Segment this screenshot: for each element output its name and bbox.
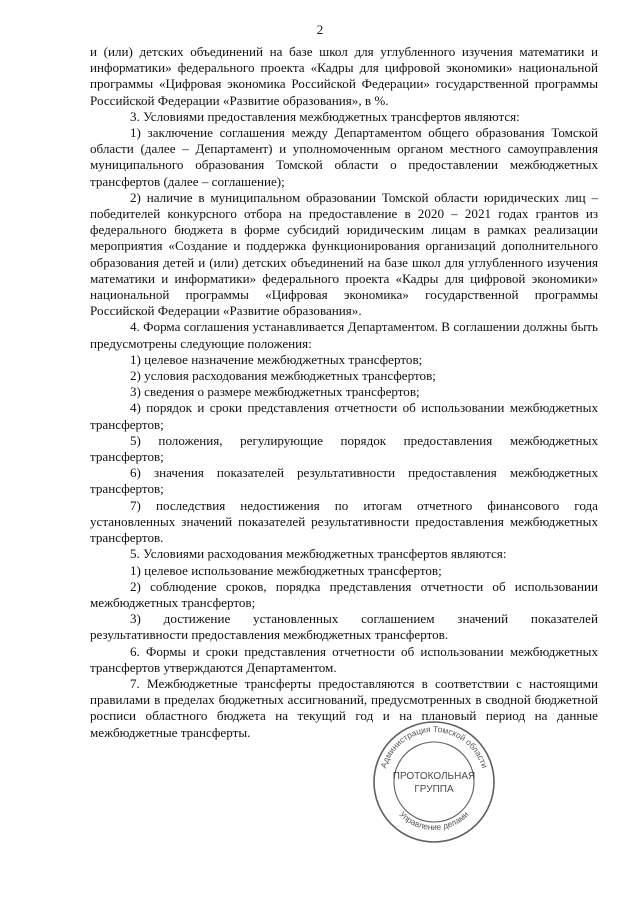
protocol-stamp: [370, 718, 498, 846]
paragraph-item-5-3: 3) достижение установленных соглашением значений показателей результативности предоставления межбюджетных трансфертов.: [90, 611, 598, 643]
paragraph-item-5-2: 2) соблюдение сроков, порядка представления отчетности об использовании межбюджетных трансфертов;: [90, 578, 598, 610]
paragraph-item-6: 6. Формы и сроки представления отчетности об использовании межбюджетных трансфертов утверждаются Департаментом.: [90, 643, 598, 675]
paragraph-item-4-6: 6) значения показателей результативности предоставления межбюджетных трансфертов;: [90, 465, 598, 497]
paragraph-item-5: 5. Условиями расходования межбюджетных трансфертов являются:: [130, 546, 507, 562]
stamp-inner-ring: [394, 742, 474, 822]
paragraph-item-4-5: 5) положения, регулирующие порядок предоставления межбюджетных трансфертов;: [90, 432, 598, 465]
paragraph-item-5-1: 1) целевое использование межбюджетных трансфертов;: [130, 562, 442, 578]
paragraph-continuation: и (или) детских объединений на базе школ для углубленного изучения математики и информатики» федерального проекта «Кадры для цифровой экономики» национальной программы «Цифровая экономика Российской Федерации» государственной программы Российской Федерации «Развитие образования», в %.: [90, 44, 598, 108]
paragraph-item-4: 4. Форма соглашения устанавливается Департаментом. В соглашении должны быть предусмотрены следующие положения:: [90, 319, 598, 351]
stamp-bottom-arc-text: Управление делами: [397, 809, 471, 833]
document-body: [90, 44, 598, 741]
stamp-center-line-2: ГРУППА: [414, 784, 454, 795]
paragraph-item-7: 7. Межбюджетные трансферты предоставляются в соответствии с настоящими правилами в пределах бюджетных ассигнований, предусмотренных в сводной бюджетной росписи областного бюджета на текущий год и на плановый период на данные межбюджетные трансферты.: [90, 675, 598, 740]
paragraph-item-4-7: 7) последствия недостижения по итогам отчетного финансового года установленных значений показателей результативности предоставления межбюджетных трансфертов.: [90, 497, 598, 546]
paragraph-item-4-1: 1) целевое назначение межбюджетных трансфертов;: [130, 351, 423, 367]
paragraph-item-3: 3. Условиями предоставления межбюджетных трансфертов являются:: [130, 108, 520, 124]
page-number: 2: [316, 22, 324, 37]
svg-text:Администрация Томской области: [378, 724, 490, 770]
stamp-center-line-1: ПРОТОКОЛЬНАЯ: [392, 771, 476, 782]
paragraph-item-4-2: 2) условия расходования межбюджетных трансфертов;: [130, 368, 436, 384]
paragraph-item-3-2: 2) наличие в муниципальном образовании Томской области юридических лиц – победителей конкурсного отбора на предоставление в 2020 – 2021 годах грантов из федерального бюджета в форме субсидий юридическим лицам в рамках реализации мероприятия «Создание и поддержка функционирования организаций дополнительного образования детей и (или) детских объединений на базе школ для углубленного изучения математики и информатики» федерального проекта «Кадры для цифровой экономики» национальной программы «Цифровая экономика» государственной программы Российской Федерации «Развитие образования».: [90, 189, 598, 319]
paragraph-item-4-4: 4) порядок и сроки представления отчетности об использовании межбюджетных трансфертов;: [90, 400, 598, 432]
paragraph-item-3-1: 1) заключение соглашения между Департаментом общего образования Томской области (далее – Департамент) и уполномоченным органом местного самоуправления муниципального образования Томской области о предоставлении межбюджетных трансфертов (далее – соглашение);: [90, 125, 598, 189]
paragraph-item-4-3: 3) сведения о размере межбюджетных трансфертов;: [130, 384, 420, 400]
stamp-top-arc-text: Администрация Томской области: [378, 723, 490, 770]
